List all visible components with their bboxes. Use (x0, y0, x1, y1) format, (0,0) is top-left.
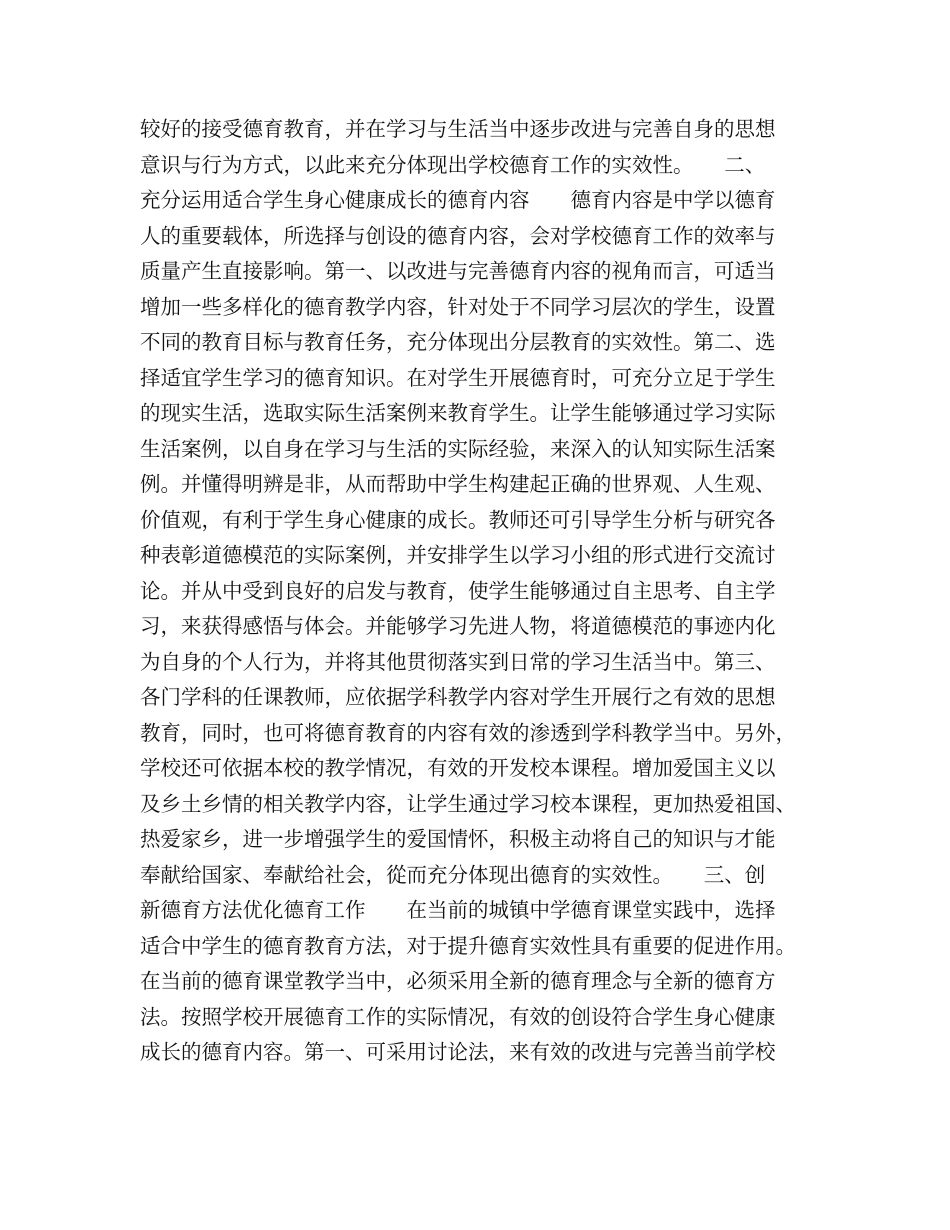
text-line: 习，来获得感悟与体会。并能够学习先进人物，将道德模范的事迹内化 (140, 614, 776, 638)
text-line: 学校还可依据本校的教学情况，有效的开发校本课程。增加爱国主义以 (140, 756, 776, 780)
text-line: 例。并懂得明辨是非，从而帮助中学生构建起正确的世界观、人生观、 (140, 472, 776, 496)
text-line: 人的重要载体，所选择与创设的德育内容，会对学校德育工作的效率与 (140, 223, 776, 248)
text-line: 意识与行为方式，以此来充分体现出学校德育工作的实效性。 二、 (140, 152, 766, 177)
text-line: 不同的教育目标与教育任务，充分体现出分层教育的实效性。第二、选 (140, 330, 776, 354)
text-line: 及乡土乡情的相关教学内容，让学生通过学习校本课程，更加热爱祖国、 (140, 791, 796, 816)
text-line: 适合中学生的德育教育方法，对于提升德育实效性具有重要的促进作用。 (140, 933, 796, 958)
text-line: 热爱家乡，进一步增强学生的爱国情怀，积极主动将自己的知识与才能 (140, 827, 776, 851)
text-line: 奉献给国家、奉献给社会，從而充分体现出德育的实效性。 三、创 (140, 862, 766, 887)
text-line: 增加一些多样化的德育教学内容，针对处于不同学习层次的学生，设置 (140, 294, 776, 319)
text-line: 种表彰道德模范的实际案例，并安排学生以学习小组的形式进行交流讨 (140, 543, 776, 567)
text-line: 论。并从中受到良好的启发与教育，使学生能够通过自主思考、自主学 (140, 578, 776, 603)
text-line: 新德育方法优化德育工作 在当前的城镇中学德育课堂实践中，选择 (140, 898, 776, 922)
text-line: 法。按照学校开展德育工作的实际情况，有效的创设符合学生身心健康 (140, 1004, 776, 1029)
body-text (140, 112, 830, 1071)
text-line: 的现实生活，选取实际生活案例来教育学生。让学生能够通过学习实际 (140, 401, 776, 425)
text-line: 择适宜学生学习的德育知识。在对学生开展德育时，可充分立足于学生 (140, 365, 776, 390)
text-line: 生活案例，以自身在学习与生活的实际经验，来深入的认知实际生活案 (140, 436, 776, 461)
text-line: 教育，同时，也可将德育教育的内容有效的渗透到学科教学当中。另外， (140, 720, 796, 745)
text-line: 在当前的德育课堂教学当中，必须采用全新的德育理念与全新的德育方 (140, 969, 776, 993)
text-line: 成长的德育内容。第一、可采用讨论法，来有效的改进与完善当前学校 (140, 1040, 776, 1064)
text-line: 质量产生直接影响。第一、以改进与完善德育内容的视角而言，可适当 (140, 259, 776, 283)
text-line: 各门学科的任课教师，应依据学科教学内容对学生开展行之有效的思想 (140, 685, 776, 709)
text-line: 价值观，有利于学生身心健康的成长。教师还可引导学生分析与研究各 (140, 507, 776, 532)
text-line: 较好的接受德育教育，并在学习与生活当中逐步改进与完善自身的思想 (140, 117, 776, 141)
text-line: 充分运用适合学生身心健康成长的德育内容 德育内容是中学以德育 (140, 188, 776, 212)
text-line: 为自身的个人行为，并将其他贯彻落实到日常的学习生活当中。第三、 (140, 649, 776, 674)
